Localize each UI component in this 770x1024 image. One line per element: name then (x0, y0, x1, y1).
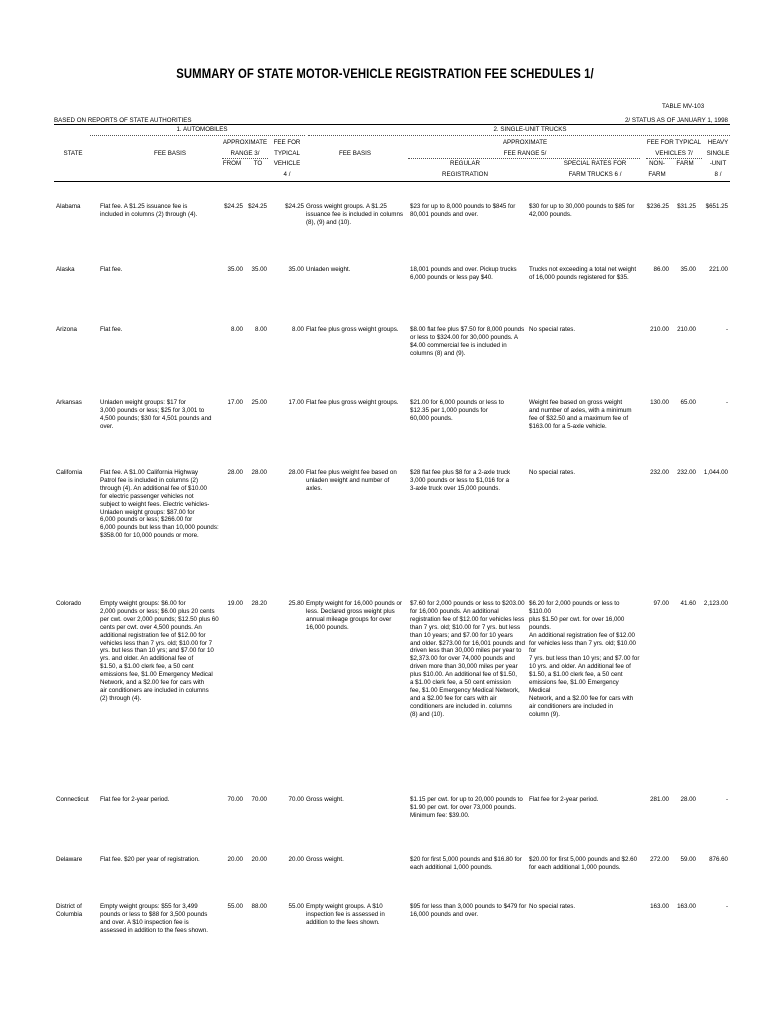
range-to-cell: $24.25 (248, 203, 267, 210)
regular-registration-cell: $7.60 for 2,000 pounds or less to $203.00 for 16,000 pounds. An additional registration fee of $12.00 for vehicles less than 7 yrs. old; $10.00 for 7 yrs. but less than 10 years; and $7.00 for 10 years and older. $273.00 for 16,001 pounds and driven less than 30,000 miles per year to $2,373.00 for over 74,000 pounds and driven more than 30,000 miles per year plus $10.00. An additional fee of $1.50, a $1.00 clerk fee, a 50 cent emission fee, $1.00 Emergency Medical Network, and a $2.00 fee for cars with air conditioners are included in. columns (8) and (10). (410, 600, 525, 718)
farm-fee-cell: $31.25 (677, 203, 696, 210)
fee-basis-cell: Flat fee. A $1.25 issuance fee is included in columns (2) through (4). (100, 203, 198, 218)
regular-registration-cell: $20 for first 5,000 pounds and $16.80 for each additional 1,000 pounds. (410, 856, 522, 871)
farm-fee-cell: 28.00 (680, 796, 696, 803)
range-to-cell: 28.20 (251, 600, 267, 607)
fee-typical-header-2: TYPICAL (274, 150, 300, 157)
typical-fee-cell: 55.00 (288, 903, 304, 910)
typical-fee-cell: 20.00 (288, 856, 304, 863)
regular-registration-cell: $1.15 per cwt. for up to 20,000 pounds to $1.90 per cwt. for over 73,000 pounds. Minimum fee: $39.00. (410, 796, 523, 819)
state-cell: Arizona (56, 326, 77, 333)
special-header-2: FARM TRUCKS 6 / (568, 171, 622, 178)
state-cell: California (56, 469, 83, 476)
approx-fee-range-header-1: APPROXIMATE (502, 139, 548, 146)
farm-fee-cell: 232.00 (677, 469, 696, 476)
typical-vehicles-header-1: FEE FOR TYPICAL (646, 139, 702, 146)
fee-basis-auto-header: FEE BASIS (154, 150, 186, 157)
header-top-rule (54, 124, 730, 125)
farm-special-rates-cell: No special rates. (529, 469, 576, 476)
regular-header-2: REGISTRATION (442, 171, 488, 178)
nonfarm-fee-cell: 272.00 (650, 856, 669, 863)
nonfarm-fee-cell: 210.00 (650, 326, 669, 333)
approx-range-rule (222, 158, 268, 159)
nonfarm-fee-cell: $236.25 (646, 203, 669, 210)
status-note: 2/ STATUS AS OF JANUARY 1, 1998 (624, 117, 728, 124)
heavy-header-2: SINGLE (706, 150, 730, 157)
heavy-header-4: 8 / (714, 171, 722, 178)
regular-registration-cell: $21.00 for 6,000 pounds or less to $12.35 per 1,000 pounds for 60,000 pounds. (410, 399, 504, 422)
fee-basis-cell: Flat fee for 2-year period. (100, 796, 170, 803)
truck-fee-basis-cell: Gross weight. (306, 856, 344, 863)
heavy-single-unit-cell: - (725, 326, 728, 333)
state-cell: Alabama (56, 203, 81, 210)
table-id: TABLE MV-103 (662, 103, 705, 110)
regular-registration-cell: $8.00 flat fee plus $7.50 for 8,000 pounds or less to $324.00 for 30,000 pounds. A $4.00 commercial fee is included in columns (8) and (9). (410, 326, 525, 357)
range-to-cell: 35.00 (251, 266, 267, 273)
fee-basis-cell: Flat fee. (100, 266, 123, 273)
nonfarm-fee-cell: 97.00 (653, 600, 669, 607)
range-from-cell: 35.00 (227, 266, 243, 273)
nonfarm-fee-cell: 86.00 (653, 266, 669, 273)
heavy-single-unit-cell: 876.60 (709, 856, 728, 863)
heavy-single-unit-cell: - (725, 796, 728, 803)
farm-special-rates-cell: $30 for up to 30,000 pounds to $85 for 42,000 pounds. (529, 203, 635, 218)
state-cell: District of Columbia (56, 903, 83, 918)
regular-registration-cell: $23 for up to 8,000 pounds to $845 for 80,001 pounds and over. (410, 203, 516, 218)
nonfarm-fee-cell: 163.00 (650, 903, 669, 910)
heavy-single-unit-cell: 2,123.00 (703, 600, 728, 607)
regular-registration-cell: $28 flat fee plus $8 for a 2-axle truck 3,000 pounds or less to $1,016 for a 3-axle truck over 15,000 pounds. (410, 469, 511, 492)
heavy-header-3: -UNIT (709, 160, 727, 167)
farm-special-rates-cell: $20.00 for first 5,000 pounds and $2.60 for each additional 1,000 pounds. (529, 856, 638, 871)
range-from-cell: 28.00 (227, 469, 243, 476)
farm-fee-cell: 35.00 (680, 266, 696, 273)
nonfarm-fee-cell: 130.00 (650, 399, 669, 406)
state-cell: Delaware (56, 856, 83, 863)
source-note: BASED ON REPORTS OF STATE AUTHORITIES (54, 117, 192, 124)
farm-special-rates-cell: Flat fee for 2-year period. (529, 796, 599, 803)
fee-typical-header-4: 4 / (283, 171, 291, 178)
regular-registration-cell: 18,001 pounds and over. Pickup trucks 6,000 pounds or less pay $40. (410, 266, 517, 281)
range-to-cell: 88.00 (251, 903, 267, 910)
truck-fee-basis-cell: Flat fee plus gross weight groups. (306, 399, 399, 406)
farm-special-rates-cell: $6.20 for 2,000 pounds or less to $110.00 plus $1.50 per cwt. for over 16,000 pounds. An additional registration fee of $12.00 for vehicles less than 7 yrs. old; $10.00 for 7 yrs. but less than 10 yrs; and $7.00 for 10 yrs. and older. An additional fee of $1.50, a $1.00 clerk fee, a 50 cent emissions fee, $1.00 Emergency Medical Network, and a $2.00 fee for cars with air conditioners are included in column (9). (529, 600, 640, 718)
range-from-cell: $24.25 (224, 203, 243, 210)
nonfarm-header-1: NON- (649, 160, 665, 167)
typical-vehicles-header-2: VEHICLES 7/ (655, 150, 693, 157)
automobiles-rule (90, 135, 305, 136)
heavy-single-unit-cell: $651.25 (705, 203, 728, 210)
farm-fee-cell: 210.00 (677, 326, 696, 333)
page-title: SUMMARY OF STATE MOTOR-VEHICLE REGISTRATION FEE SCHEDULES 1/ (176, 66, 594, 81)
truck-fee-basis-cell: Gross weight groups. A $1.25 issuance fee is included in columns (8), (9) and (10). (306, 203, 403, 226)
heavy-single-unit-cell: - (725, 399, 728, 406)
approx-fee-range-header-2: FEE RANGE 5/ (503, 150, 547, 157)
regular-registration-cell: $95 for less than 3,000 pounds to $479 for 16,000 pounds and over. (410, 903, 527, 918)
typical-vehicles-rule (646, 158, 702, 159)
heavy-single-unit-cell: - (725, 903, 728, 910)
range-from-cell: 70.00 (227, 796, 243, 803)
fee-basis-cell: Flat fee. $20 per year of registration. (100, 856, 200, 863)
typical-fee-cell: 35.00 (288, 266, 304, 273)
header-bottom-rule (54, 181, 730, 182)
range-to-cell: 70.00 (251, 796, 267, 803)
state-cell: Arkansas (56, 399, 82, 406)
fee-basis-cell: Flat fee. (100, 326, 123, 333)
farm-special-rates-cell: No special rates. (529, 903, 576, 910)
fee-basis-cell: Flat fee. A $1.00 California Highway Patrol fee is included in columns (2) through (4). An additional fee of $10.00 for electric passenger vehicles not subject to weight fees. Electric vehicles- Unladen weight groups: $87.00 for 6,000 pounds or less; $266.00 for 6,000 pounds but less than 10,000 pounds: $358.00 for 10,000 pounds or more. (100, 469, 219, 540)
fee-basis-cell: Unladen weight groups: $17 for 3,000 pounds or less; $25 for 3,001 to 4,500 pounds; $30 for 4,501 pounds and over. (100, 399, 212, 430)
state-cell: Alaska (56, 266, 75, 273)
trucks-rule (308, 135, 730, 136)
approx-fee-range-rule (408, 158, 640, 159)
heavy-header-1: HEAVY (707, 139, 729, 146)
truck-fee-basis-cell: Flat fee plus weight fee based on unladen weight and number of axles. (306, 469, 397, 492)
farm-special-rates-cell: No special rates. (529, 326, 576, 333)
range-to-cell: 25.00 (251, 399, 267, 406)
typical-fee-cell: 25.80 (288, 600, 304, 607)
farm-special-rates-cell: Weight fee based on gross weight and number of axles, with a minimum fee of $32.50 and a maximum fee of $163.00 for a 5-axle vehicle. (529, 399, 632, 430)
farm-special-rates-cell: Trucks not exceeding a total net weight of 16,000 pounds registered for $35. (529, 266, 637, 281)
heavy-single-unit-cell: 1,044.00 (703, 469, 728, 476)
fee-typical-header-1: FEE FOR (273, 139, 301, 146)
typical-fee-cell: 28.00 (288, 469, 304, 476)
fee-basis-cell: Empty weight groups: $55 for 3,499 pounds or less to $88 for 3,500 pounds and over. A $10 inspection fee is assessed in addition to the fees shown. (100, 903, 209, 934)
range-to-cell: 20.00 (251, 856, 267, 863)
truck-fee-basis-cell: Gross weight. (306, 796, 344, 803)
typical-fee-cell: 17.00 (288, 399, 304, 406)
approx-range-header-1: APPROXIMATE (222, 139, 268, 146)
state-cell: Connecticut (56, 796, 89, 803)
nonfarm-header-2: FARM (648, 171, 666, 178)
typical-fee-cell: $24.25 (285, 203, 304, 210)
range-from-cell: 19.00 (227, 600, 243, 607)
heavy-single-unit-cell: 221.00 (709, 266, 728, 273)
truck-fee-basis-cell: Empty weight groups. A $10 inspection fee is assessed in addition to the fees shown. (306, 903, 385, 926)
nonfarm-fee-cell: 281.00 (650, 796, 669, 803)
typical-fee-cell: 70.00 (288, 796, 304, 803)
farm-fee-cell: 59.00 (680, 856, 696, 863)
range-from-cell: 55.00 (227, 903, 243, 910)
fee-basis-cell: Empty weight groups: $6.00 for 2,000 pounds or less; $6.00 plus 20 cents per cwt. over 2,000 pounds; $12.50 plus 60 cents per cwt. over 4,500 pounds. An additional registration fee of $12.00 for vehicles less than 7 yrs. old; $10.00 for 7 yrs. but less than 10 yrs; and $7.00 for 10 yrs. and older. An additional fee of $1.50, a $1.00 clerk fee, a 50 cent emissions fee, $1.00 Emergency Medical Network, and a $2.00 fee for cars with air conditioners are included in columns (2) through (4). (100, 600, 219, 702)
farm-fee-cell: 41.60 (680, 600, 696, 607)
truck-fee-basis-cell: Flat fee plus gross weight groups. (306, 326, 399, 333)
to-header: TO (253, 160, 263, 167)
from-header: FROM (222, 160, 242, 167)
farm-fee-cell: 163.00 (677, 903, 696, 910)
range-from-cell: 20.00 (227, 856, 243, 863)
truck-fee-basis-cell: Empty weight for 16,000 pounds or less. Declared gross weight plus annual mileage groups for over 16,000 pounds. (306, 600, 402, 631)
farm-header: FARM (676, 160, 694, 167)
nonfarm-fee-cell: 232.00 (650, 469, 669, 476)
approx-range-header-2: RANGE 3/ (230, 150, 260, 157)
range-to-cell: 28.00 (251, 469, 267, 476)
typical-fee-cell: 8.00 (291, 326, 304, 333)
regular-header-1: REGULAR (450, 160, 480, 167)
range-to-cell: 8.00 (254, 326, 267, 333)
farm-fee-cell: 65.00 (680, 399, 696, 406)
state-cell: Colorado (56, 600, 82, 607)
range-from-cell: 17.00 (227, 399, 243, 406)
fee-basis-truck-header: FEE BASIS (339, 150, 371, 157)
state-col-header: STATE (63, 150, 83, 157)
special-header-1: SPECIAL RATES FOR (563, 160, 627, 167)
truck-fee-basis-cell: Unladen weight. (306, 266, 351, 273)
trucks-header: 2. SINGLE-UNIT TRUCKS (493, 126, 567, 133)
automobiles-header: 1. AUTOMOBILES (176, 126, 228, 133)
range-from-cell: 8.00 (230, 326, 243, 333)
fee-typical-header-3: VEHICLE (273, 160, 301, 167)
